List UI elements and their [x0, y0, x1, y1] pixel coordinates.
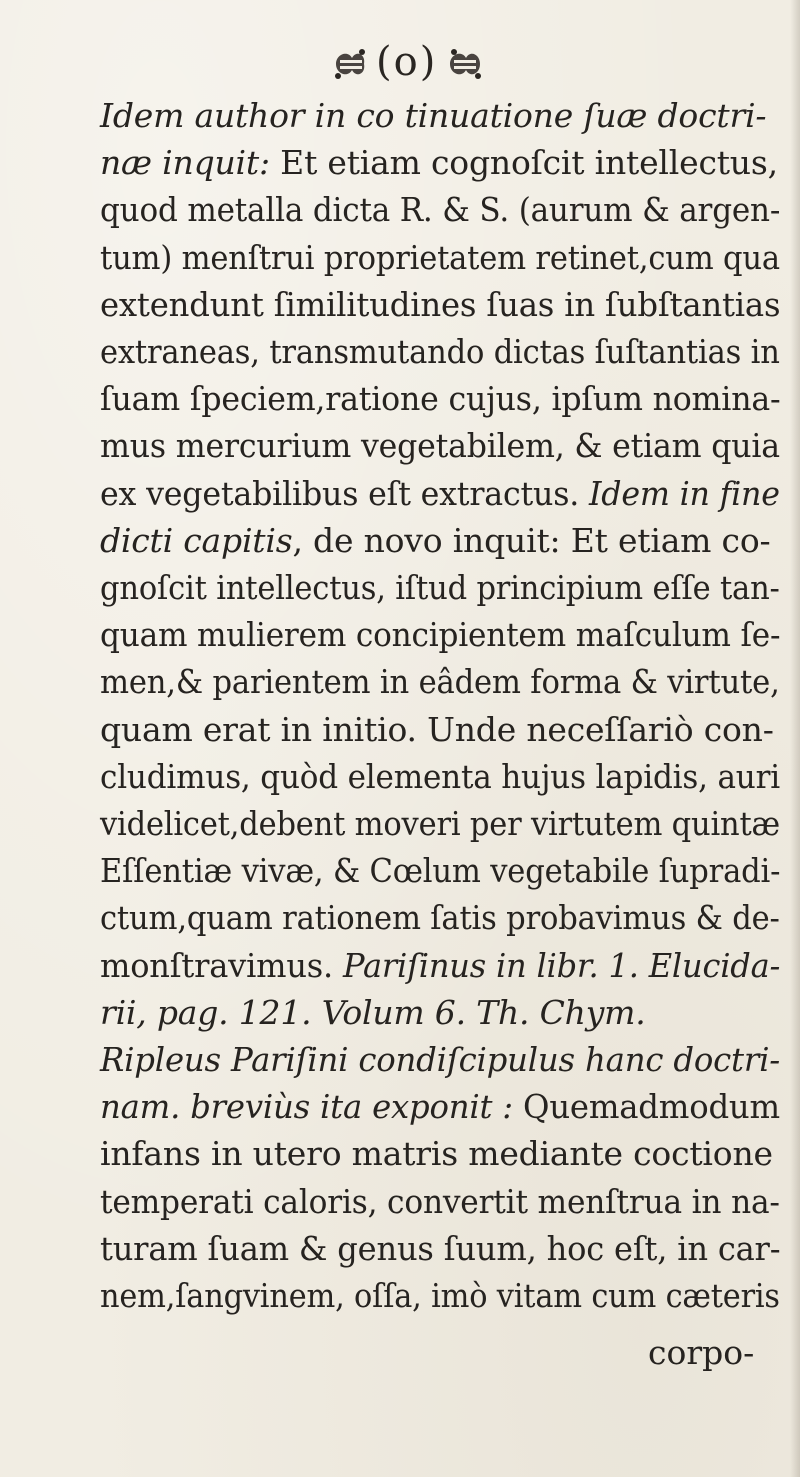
text-line: [100, 190, 780, 230]
text-line: [100, 1182, 780, 1222]
roman-segment: gnoſcit intellectus, iſtud principium eſſe tan-: [100, 568, 780, 607]
roman-segment: tum) menſtrui proprietatem retinet,cum qua: [100, 237, 780, 277]
roman-segment: monſtravimus.: [100, 945, 344, 985]
text-line: [100, 1134, 773, 1174]
roman-segment: quod metalla dicta R. & S. (aurum & argen-: [100, 190, 781, 230]
text-line: [100, 96, 766, 136]
roman-segment: , de novo inquit: Et etiam co-: [292, 520, 771, 560]
text-line: [100, 757, 780, 797]
roman-segment: extraneas, transmutando dictas ſuſtantias in: [100, 332, 780, 371]
text-line: [100, 710, 774, 750]
roman-segment: ctum,quam rationem ſatis probavimus & de-: [100, 898, 780, 938]
text-line: [100, 568, 780, 608]
roman-segment: turam ſuam & genus ſuum, hoc eſt, in car-: [100, 1228, 781, 1268]
roman-segment: men,& parientem in eâdem forma & virtute,: [100, 662, 780, 702]
text-line: [100, 285, 780, 325]
roman-segment: videlicet,debent moveri per virtutem quintæ: [100, 804, 781, 843]
italic-segment: Idem author in co tinuatione ſuæ doctri-: [100, 96, 767, 135]
text-line: [100, 804, 780, 844]
roman-segment: ex vegetabilibus eſt extractus.: [100, 473, 589, 513]
text-line: [100, 379, 780, 419]
italic-segment: rii, pag. 121. Volum 6. Th. Chym.: [100, 992, 646, 1032]
text-line: [100, 1276, 780, 1316]
roman-segment: nem,ſangvinem, oſſa, imò vitam cum cæteris: [100, 1276, 780, 1315]
roman-segment: mus mercurium vegetabilem, & etiam quia: [100, 426, 780, 466]
italic-segment: Idem in fine: [588, 473, 780, 513]
text-line: [100, 1087, 780, 1127]
roman-segment: extendunt ſimilitudines ſuas in ſubſtantias: [100, 284, 781, 324]
text-line: [100, 1040, 780, 1080]
roman-segment: cludimus, quòd elementa hujus lapidis, auri: [100, 756, 780, 796]
text-line: [100, 426, 780, 466]
text-line: [100, 1229, 780, 1269]
text-line: [100, 143, 778, 183]
roman-segment: infans in utero matris mediante coctione: [100, 1134, 773, 1174]
text-line: [100, 332, 780, 372]
roman-segment: quam mulierem concipientem maſculum ſe-: [100, 615, 781, 655]
fleuron-left-icon: [330, 46, 370, 82]
fleuron-right-icon: [446, 46, 486, 82]
catchword: corpo-: [648, 1333, 755, 1372]
italic-segment: dicti capitis: [100, 520, 293, 560]
page-edge-shadow: [790, 0, 800, 1477]
text-line: [100, 662, 780, 702]
italic-segment: næ inquit:: [100, 143, 270, 183]
text-line: [100, 993, 646, 1033]
italic-segment: Ripleus Pariſini condiſcipulus hanc doctri-: [100, 1040, 780, 1079]
text-line: [100, 898, 780, 938]
header-ornament: [330, 38, 490, 90]
roman-segment: temperati caloris, convertit menſtrua in na-: [100, 1181, 780, 1221]
roman-segment: Eſſentiæ vivæ, & Cœlum vegetabile ſupradi-: [100, 851, 781, 891]
roman-segment: ſuam ſpeciem,ratione cujus, ipſum nomina-: [100, 379, 781, 419]
italic-segment: nam. breviùs ita exponit :: [100, 1087, 513, 1127]
roman-segment: quam erat in initio. Unde neceſſariò con-: [100, 709, 774, 749]
text-line: [100, 946, 780, 986]
text-line: [100, 474, 780, 514]
text-line: [100, 615, 780, 655]
text-line: [100, 521, 770, 561]
text-line: [100, 851, 780, 891]
roman-segment: Quemadmodum: [512, 1087, 780, 1127]
ornament-center: (o): [376, 39, 438, 85]
italic-segment: Pariſinus in libr. 1. Elucida-: [343, 945, 781, 985]
roman-segment: Et etiam cognoſcit intellectus,: [269, 143, 778, 183]
text-line: [100, 238, 780, 278]
